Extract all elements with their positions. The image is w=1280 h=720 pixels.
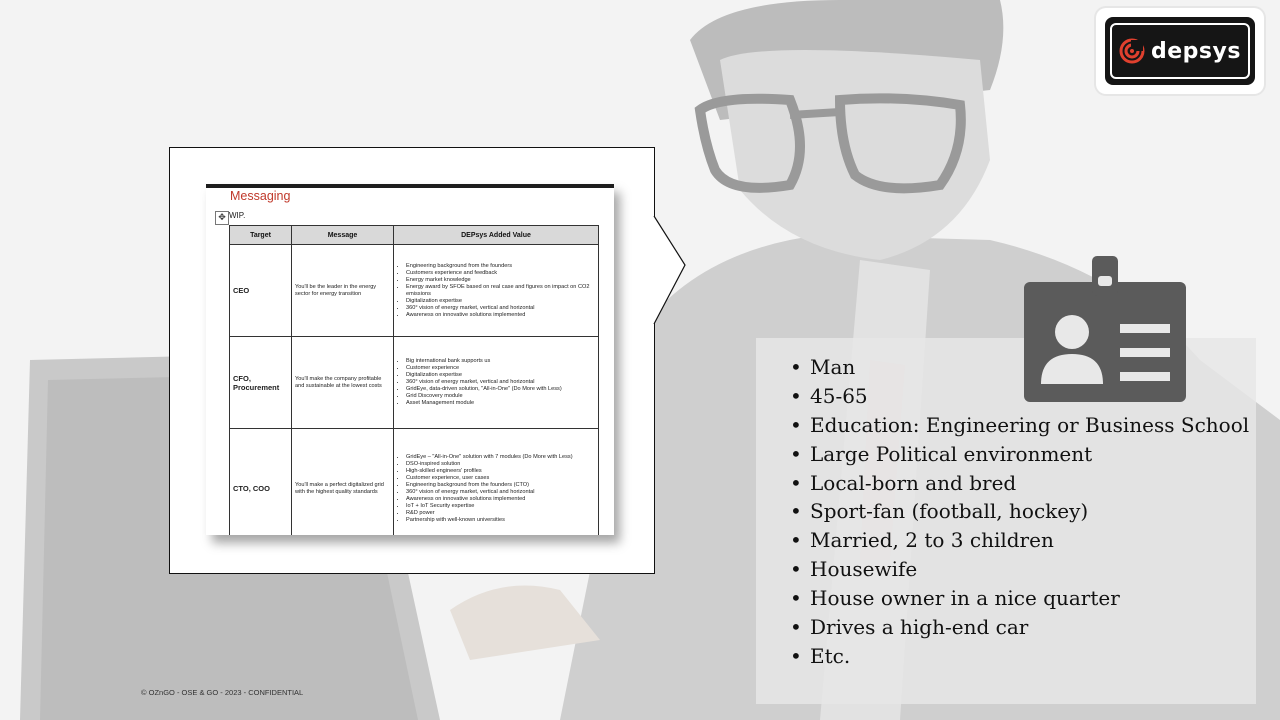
- value-item: • 360° vision of energy market, vertical and horizontal: [406, 379, 595, 386]
- column-header-message: Message: [292, 226, 394, 245]
- value-item: • Digitalization expertise: [406, 298, 595, 305]
- depsys-logo-icon: [1119, 38, 1145, 64]
- row-values: [394, 245, 599, 337]
- row-values: [394, 429, 599, 536]
- value-item: • High-skilled engineers' profiles: [406, 468, 595, 475]
- persona-trait: • Education: Engineering or Business School: [790, 411, 1249, 440]
- messaging-document: [206, 184, 614, 535]
- row-target: CEO: [230, 245, 292, 337]
- persona-trait: • Married, 2 to 3 children: [790, 526, 1249, 555]
- value-item: • Big international bank supports us: [406, 358, 595, 365]
- row-target: CTO, COO: [230, 429, 292, 536]
- persona-trait: • 45-65: [790, 382, 1249, 411]
- value-item: • R&D power: [406, 510, 595, 517]
- table-row: [230, 429, 599, 536]
- row-message: You'll be the leader in the energy sector for energy transition: [292, 245, 394, 337]
- table-row: [230, 337, 599, 429]
- row-values: [394, 337, 599, 429]
- value-item: • 360° vision of energy market, vertical and horizontal: [406, 305, 595, 312]
- table-move-icon: ✥: [215, 211, 229, 225]
- value-item: • 360° vision of energy market, vertical and horizontal: [406, 489, 595, 496]
- depsys-logo: [1096, 8, 1264, 94]
- column-header-target: Target: [230, 226, 292, 245]
- document-wip-note: WIP.: [229, 211, 246, 220]
- messaging-table: [229, 225, 599, 535]
- persona-trait: • Drives a high-end car: [790, 613, 1249, 642]
- value-item: • Energy award by SFOE based on real case and figures on impact on CO2 emissions: [406, 284, 595, 298]
- value-item: • Customer experience, user cases: [406, 475, 595, 482]
- row-target: CFO, Procurement: [230, 337, 292, 429]
- row-message: You'll make a perfect digitalized grid with the highest quality standards: [292, 429, 394, 536]
- value-item: • Engineering background from the founders (CTO): [406, 482, 595, 489]
- persona-trait: • Etc.: [790, 642, 1249, 671]
- persona-trait: • Man: [790, 353, 1249, 382]
- value-item: • Asset Management module: [406, 400, 595, 407]
- persona-trait: • Large Political environment: [790, 440, 1249, 469]
- document-title: Messaging: [230, 189, 291, 203]
- value-item: • IoT + IoT Security expertise: [406, 503, 595, 510]
- row-message: You'll make the company profitable and sustainable at the lowest costs: [292, 337, 394, 429]
- callout-pointer: [653, 216, 687, 328]
- persona-traits-list: [790, 353, 1249, 671]
- value-item: • Energy market knowledge: [406, 277, 595, 284]
- persona-trait: • Sport-fan (football, hockey): [790, 497, 1249, 526]
- persona-trait: • Housewife: [790, 555, 1249, 584]
- value-item: • DSO-inspired solution: [406, 461, 595, 468]
- value-item: • GridEye – "All-in-One" solution with 7 modules (Do More with Less): [406, 454, 595, 461]
- value-item: • GridEye, data-driven solution, "All-in-One" (Do More with Less): [406, 386, 595, 393]
- value-item: • Customers experience and feedback: [406, 270, 595, 277]
- value-item: • Grid Discovery module: [406, 393, 595, 400]
- persona-trait: • Local-born and bred: [790, 469, 1249, 498]
- value-item: • Engineering background from the founders: [406, 263, 595, 270]
- footer-confidential: © OZnGO - OSE & GO - 2023 - CONFIDENTIAL: [141, 688, 304, 697]
- value-item: • Digitalization expertise: [406, 372, 595, 379]
- value-item: • Awareness on innovative solutions implemented: [406, 496, 595, 503]
- column-header-value: DEPsys Added Value: [394, 226, 599, 245]
- value-item: • Customer experience: [406, 365, 595, 372]
- logo-text: depsys: [1151, 38, 1241, 64]
- table-row: [230, 245, 599, 337]
- persona-trait: • House owner in a nice quarter: [790, 584, 1249, 613]
- value-item: • Awareness on innovative solutions implemented: [406, 312, 595, 319]
- value-item: • Partnership with well-known universities: [406, 517, 595, 524]
